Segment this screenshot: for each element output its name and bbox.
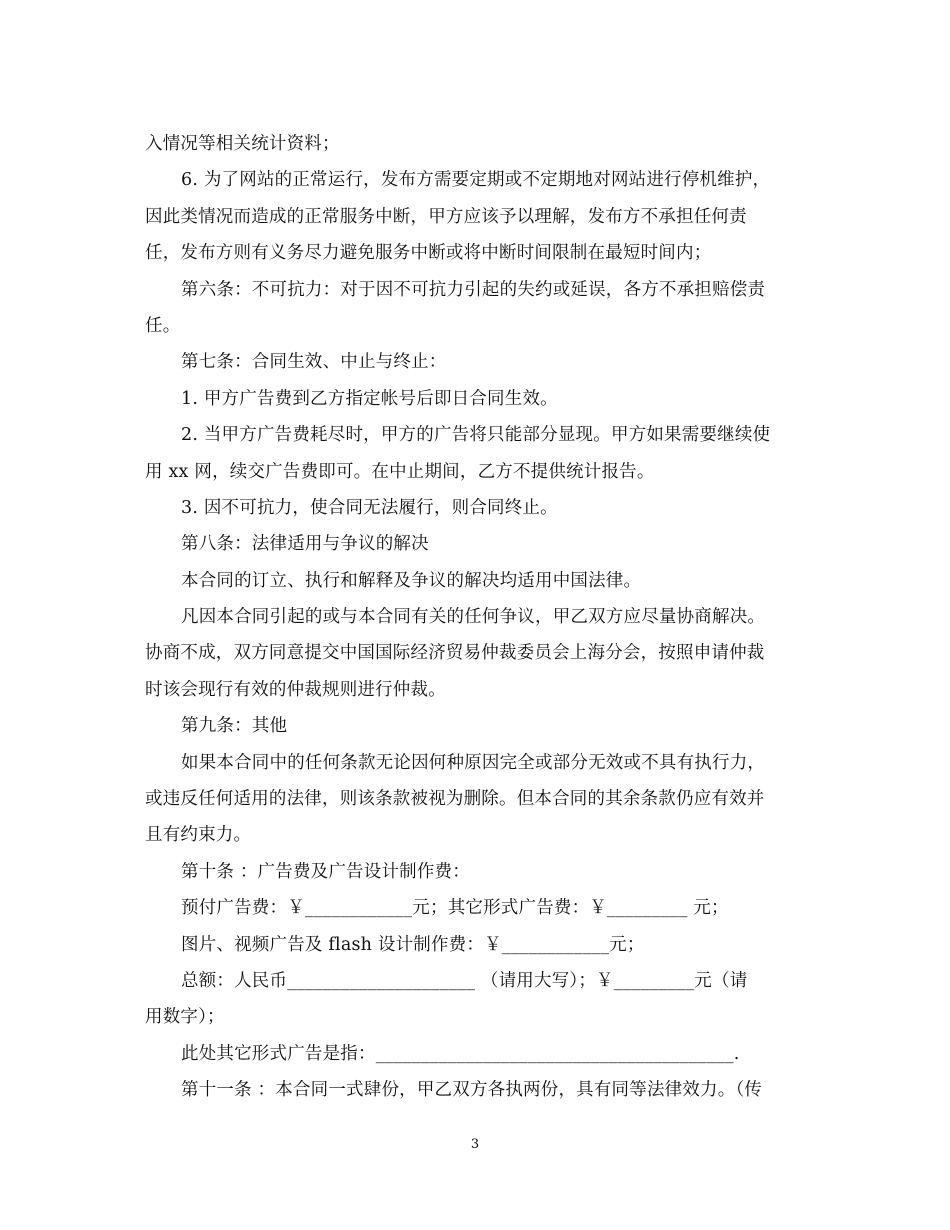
text-line: 图片、视频广告及 flash 设计制作费：￥____________元； <box>181 934 645 955</box>
text-line: 3. 因不可抗力，使合同无法履行，则合同终止。 <box>181 497 558 518</box>
text-line: 或违反任何适用的法律，则该条款被视为删除。但本合同的其余条款仍应有效并 <box>145 789 765 810</box>
text-line: 第八条：法律适用与争议的解决 <box>181 534 429 555</box>
text-line: 第九条：其他 <box>181 716 288 737</box>
text-line: 如果本合同中的任何条款无论因何种原因完全或部分无效或不具有执行力， <box>181 752 766 773</box>
document-body <box>145 126 805 1109</box>
text-line: 总额：人民币_____________________ （请用大写）；￥_________元（请 <box>181 970 748 991</box>
text-line: 且有约束力。 <box>145 825 252 846</box>
text-line: 凡因本合同引起的或与本合同有关的任何争议，甲乙双方应尽量协商解决。 <box>181 607 766 628</box>
text-line: 入情况等相关统计资料； <box>145 134 340 154</box>
text-line: 协商不成，双方同意提交中国国际经济贸易仲裁委员会上海分会，按照申请仲裁 <box>145 643 765 664</box>
text-line: 预付广告费：￥____________元；其它形式广告费：￥_________ 元； <box>181 898 729 919</box>
text-line: 时该会现行有效的仲裁规则进行仲裁。 <box>145 679 446 700</box>
text-line: 因此类情况而造成的正常服务中断，甲方应该予以理解，发布方不承担任何责 <box>145 206 747 227</box>
text-line: 第六条：不可抗力：对于因不可抗力引起的失约或延误，各方不承担赔偿责 <box>181 279 766 300</box>
text-line: 用数字）； <box>145 1007 225 1028</box>
text-line: 第十一条 ：本合同一式肆份，甲乙双方各执两份，具有同等法律效力。（传 <box>181 1080 763 1101</box>
text-line: 本合同的订立、执行和解释及争议的解决均适用中国法律。 <box>181 570 642 591</box>
text-line: 第十条 ：广告费及广告设计制作费： <box>181 861 470 882</box>
text-line: 1. 甲方广告费到乙方指定帐号后即日合同生效。 <box>181 388 558 409</box>
text-line: 用 xx 网，续交广告费即可。在中止期间，乙方不提供统计报告。 <box>145 461 655 482</box>
page-number: 3 <box>470 1137 480 1152</box>
text-line: 任。 <box>145 315 181 336</box>
text-line: 此处其它形式广告是指：________________________________________. <box>181 1043 740 1064</box>
text-line: 任，发布方则有义务尽力避免服务中断或将中断时间限制在最短时间内； <box>145 243 712 264</box>
text-line: 第七条：合同生效、中止与终止： <box>181 352 447 373</box>
text-line: 6. 为了网站的正常运行，发布方需要定期或不定期地对网站进行停机维护， <box>181 170 771 191</box>
text-line: 2. 当甲方广告费耗尽时，甲方的广告将只能部分显现。甲方如果需要继续使 <box>181 425 771 446</box>
